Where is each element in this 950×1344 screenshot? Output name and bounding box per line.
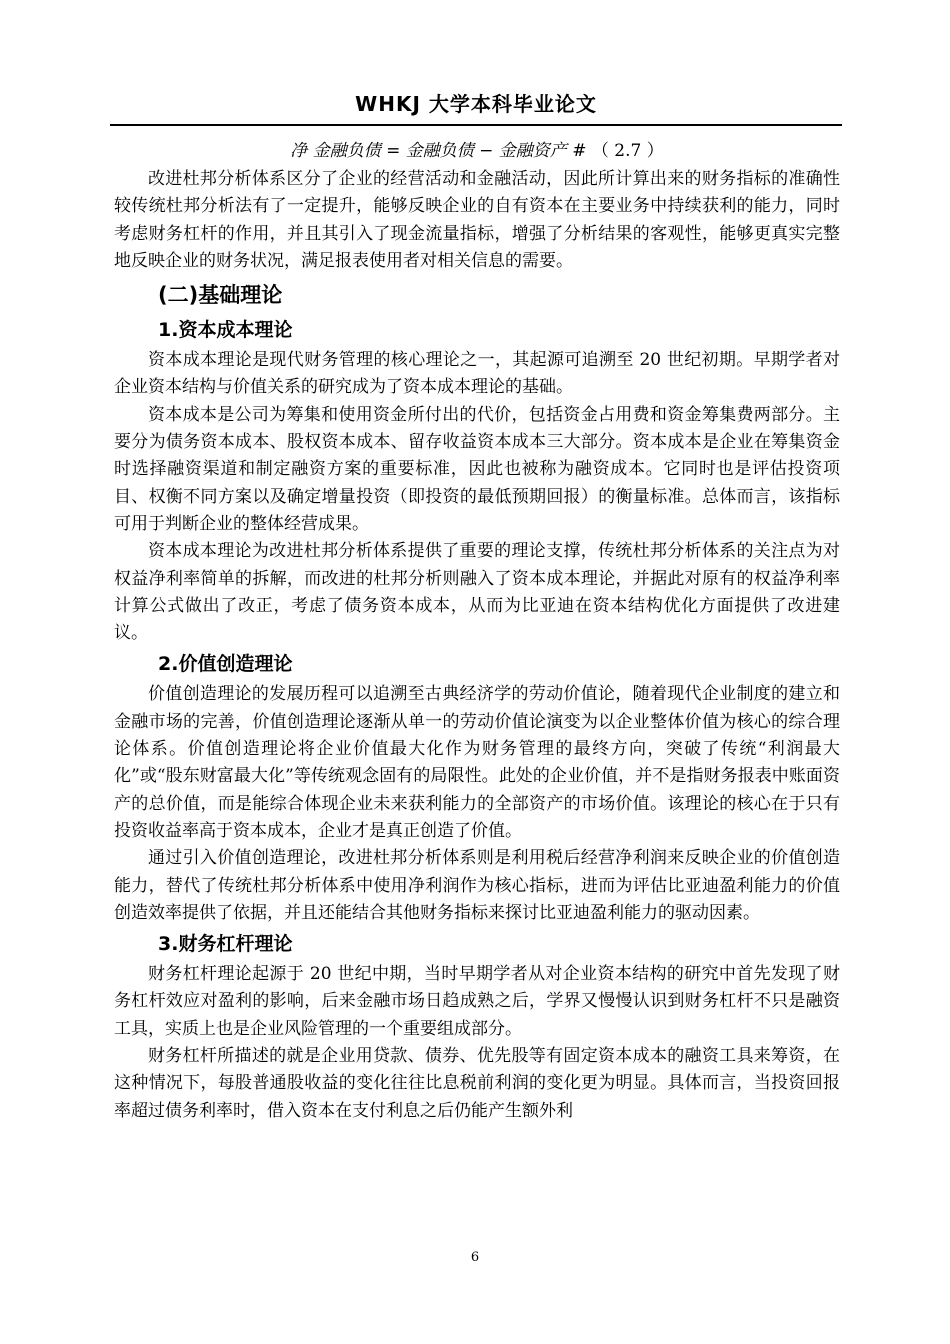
paragraph: 财务杠杆理论起源于 20 世纪中期，当时早期学者从对企业资本结构的研究中首先发现了财务杠杆效应对盈利的影响，后来金融市场日趋成熟之后，学界又慢慢认识到财务杠杆不只是融资工具，实质上也是企业风险管理的一个重要组成部分。 bbox=[114, 964, 840, 1039]
formula-line bbox=[114, 138, 840, 164]
subsection-heading-value-creation: 2.价值创造理论 bbox=[158, 653, 293, 676]
subsection-heading-financial-leverage: 3.财务杠杆理论 bbox=[158, 933, 293, 956]
paragraph: 资本成本是公司为筹集和使用资金所付出的代价，包括资金占用费和资金筹集费两部分。主要分为债务资本成本、股权资本成本、留存收益资本成本三大部分。资本成本是企业在筹集资金时选择融资渠道和制定融资方案的重要标准，因此也被称为融资成本。它同时也是评估投资项目、权衡不同方案以及确定增量投资（即投资的最低预期回报）的衡量标准。总体而言，该指标可用于判断企业的整体经营成果。 bbox=[114, 404, 840, 534]
paragraph: 通过引入价值创造理论，改进杜邦分析体系则是利用税后经营净利润来反映企业的价值创造能力，替代了传统杜邦分析体系中使用净利润作为核心指标，进而为评估比亚迪盈利能力的价值创造效率提供了依据，并且还能结合其他财务指标来探讨比亚迪盈利能力的驱动因素。 bbox=[114, 848, 840, 923]
paragraph: 价值创造理论的发展历程可以追溯至古典经济学的劳动价值论，随着现代企业制度的建立和金融市场的完善，价值创造理论逐渐从单一的劳动价值论演变为以企业整体价值为核心的综合理论体系。价值创造理论将企业价值最大化作为财务管理的最终方向，突破了传统“利润最大化”或“股东财富最大化”等传统观念固有的局限性。此处的企业价值，并不是指财务报表中账面资产的总价值，而是能综合体现企业未来获利能力的全部资产的市场价值。该理论的核心在于只有投资收益率高于资本成本，企业才是真正创造了价值。 bbox=[114, 684, 840, 841]
page-number: 6 bbox=[470, 1250, 480, 1265]
paragraph: 资本成本理论为改进杜邦分析体系提供了重要的理论支撑，传统杜邦分析体系的关注点为对权益净利率简单的拆解，而改进的杜邦分析则融入了资本成本理论，并据此对原有的权益净利率计算公式做出了改正，考虑了债务资本成本，从而为比亚迪在资本结构优化方面提供了改进建议。 bbox=[114, 541, 840, 644]
paragraph: 财务杠杆所描述的就是企业用贷款、债券、优先股等有固定资本成本的融资工具来筹资，在这种情况下，每股普通股收益的变化往往比息税前利润的变化更为明显。具体而言，当投资回报率超过债务利率时，借入资本在支付利息之后仍能产生额外利 bbox=[114, 1046, 840, 1121]
formula-expression: 净 金融负债 = 金融负债 − 金融资产 # bbox=[290, 141, 587, 161]
formula-number: （ 2.7 ） bbox=[591, 141, 664, 161]
section-heading: (二)基础理论 bbox=[158, 283, 283, 308]
paragraph: 资本成本理论是现代财务管理的核心理论之一，其起源可追溯至 20 世纪初期。早期学者对企业资本结构与价值关系的研究成为了资本成本理论的基础。 bbox=[114, 350, 840, 398]
header-rule bbox=[110, 124, 842, 126]
subsection-heading-capital-cost: 1.资本成本理论 bbox=[158, 319, 293, 342]
paragraph: 改进杜邦分析体系区分了企业的经营活动和金融活动，因此所计算出来的财务指标的准确性较传统杜邦分析法有了一定提升，能够反映企业的自有资本在主要业务中持续获利的能力，同时考虑财务杠杆的作用，并且其引入了现金流量指标，增强了分析结果的客观性，能够更真实完整地反映企业的财务状况，满足报表使用者对相关信息的需要。 bbox=[114, 169, 840, 271]
page-body bbox=[114, 138, 840, 1125]
page-header-title: WHKJ 大学本科毕业论文 bbox=[355, 92, 597, 116]
